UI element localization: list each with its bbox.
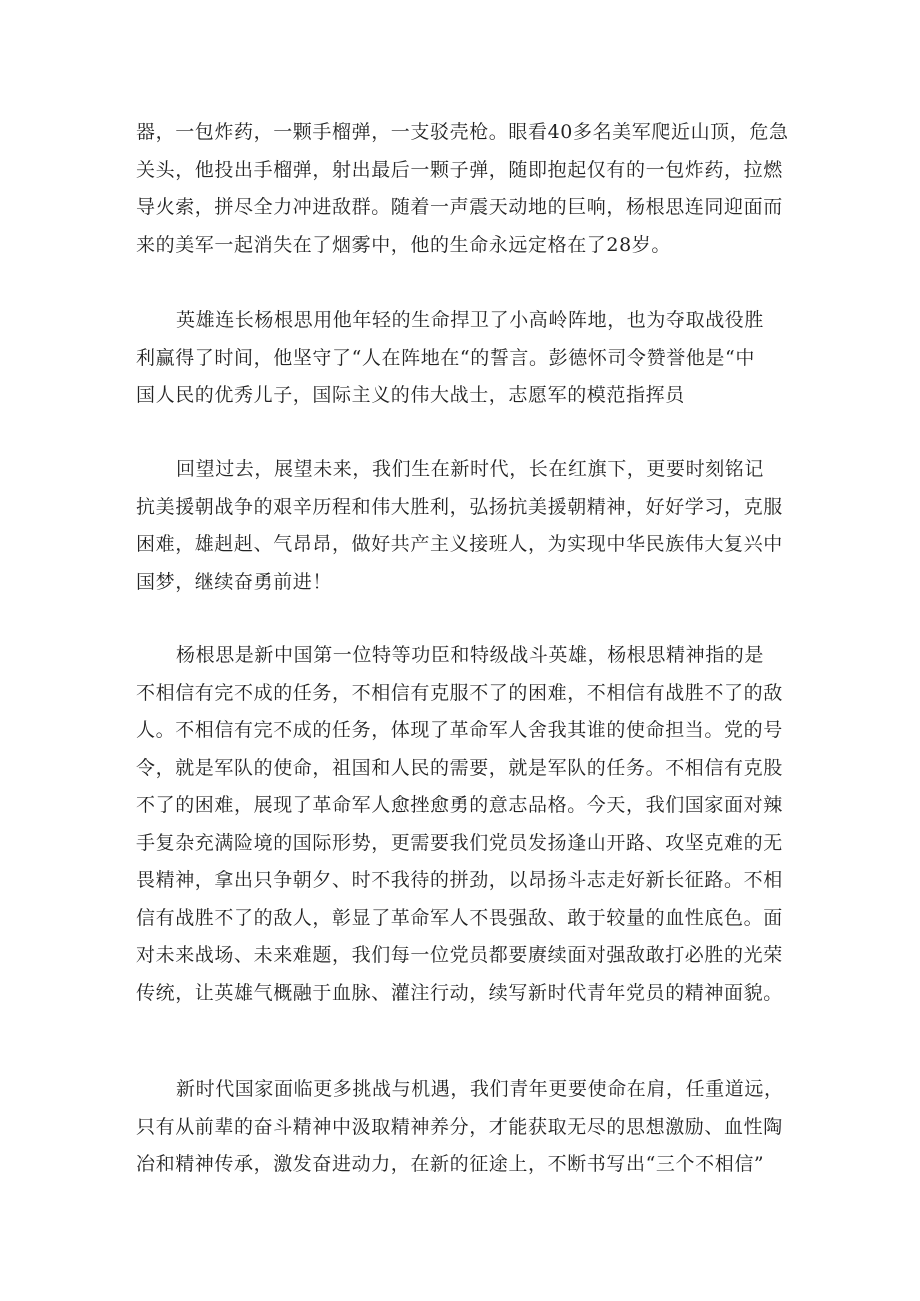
text-line: 新时代国家面临更多挑战与机遇，我们青年更要使命在肩，任重道远， — [176, 1078, 784, 1100]
text-line: 传统，让英雄气概融于血脉、灌注行动，续写新时代青年党员的精神面貌。 — [136, 981, 783, 1004]
text-line: 杨根思是新中国第一位特等功臣和特级战斗英雄，杨根思精神指的是 — [176, 644, 765, 666]
text-line: 不了的困难，展现了革命军人愈挫愈勇的意志品格。今天，我们国家面对辣 — [136, 794, 783, 816]
text-line: 回望过去，展望未来，我们生在新时代，长在红旗下，更要时刻铭记 — [176, 458, 765, 480]
text-line: 来的美军一起消失在了烟雾中，他的生命永远定格在了28岁。 — [136, 233, 671, 256]
paragraph-4 — [136, 637, 796, 1012]
paragraph-1 — [136, 114, 796, 264]
paragraph-5 — [136, 1071, 796, 1184]
text-line: 人。不相信有完不成的任务，体现了革命军人舍我其谁的使命担当。党的号 — [136, 719, 783, 741]
text-line: 英雄连长杨根思用他年轻的生命捍卫了小高岭阵地，也为夺取战役胜 — [176, 309, 765, 331]
paragraph-2 — [136, 302, 796, 415]
text-line: 器，一包炸药，一颗手榴弹，一支驳壳枪。眼看40多名美军爬近山顶，危急 — [136, 121, 789, 143]
text-line: 关头，他投出手榴弹，射出最后一颗子弹，随即抱起仅有的一包炸药，拉燃 — [136, 158, 783, 181]
text-line: 冶和精神传承，激发奋进动力，在新的征途上，不断书写出“三个不相信” — [136, 1153, 765, 1175]
text-line: 不相信有完不成的任务，不相信有克服不了的困难，不相信有战胜不了的敌 — [136, 681, 783, 704]
text-line: 国人民的优秀儿子，国际主义的伟大战士，志愿军的模范指挥员 — [136, 384, 685, 406]
text-line: 国梦，继续奋勇前进！ — [136, 570, 333, 593]
text-line: 对未来战场、未来难题，我们每一位党员都要赓续面对强敌敢打必胜的光荣 — [136, 944, 783, 966]
text-line: 抗美援朝战争的艰辛历程和伟大胜利，弘扬抗美援朝精神，好好学习，克服 — [136, 495, 783, 518]
text-line: 利赢得了时间，他坚守了“人在阵地在“的誓言。彭德怀司令赞誉他是“中 — [136, 346, 755, 369]
text-line: 畏精神，拿出只争朝夕、时不我待的拼劲，以昂扬斗志走好新长征路。不相 — [136, 869, 783, 891]
text-line: 信有战胜不了的敌人，彰显了革命军人不畏强敌、敢于较量的血性底色。面 — [136, 906, 783, 929]
paragraph-3 — [136, 451, 796, 601]
text-line: 困难，雄赳赳、气昂昂，做好共产主义接班人，为实现中华民族伟大复兴中 — [136, 533, 783, 555]
text-line: 手复杂充满险境的国际形势，更需要我们党员发扬逢山开路、攻坚克难的无 — [136, 831, 783, 854]
text-line: 只有从前辈的奋斗精神中汲取精神养分，才能获取无尽的思想激励、血性陶 — [136, 1115, 783, 1138]
text-line: 导火索，拼尽全力冲进敌群。随着一声震天动地的巨响，杨根思连同迎面而 — [136, 196, 783, 218]
text-line: 令，就是军队的使命，祖国和人民的需要，就是军队的任务。不相信有克股 — [136, 756, 783, 779]
